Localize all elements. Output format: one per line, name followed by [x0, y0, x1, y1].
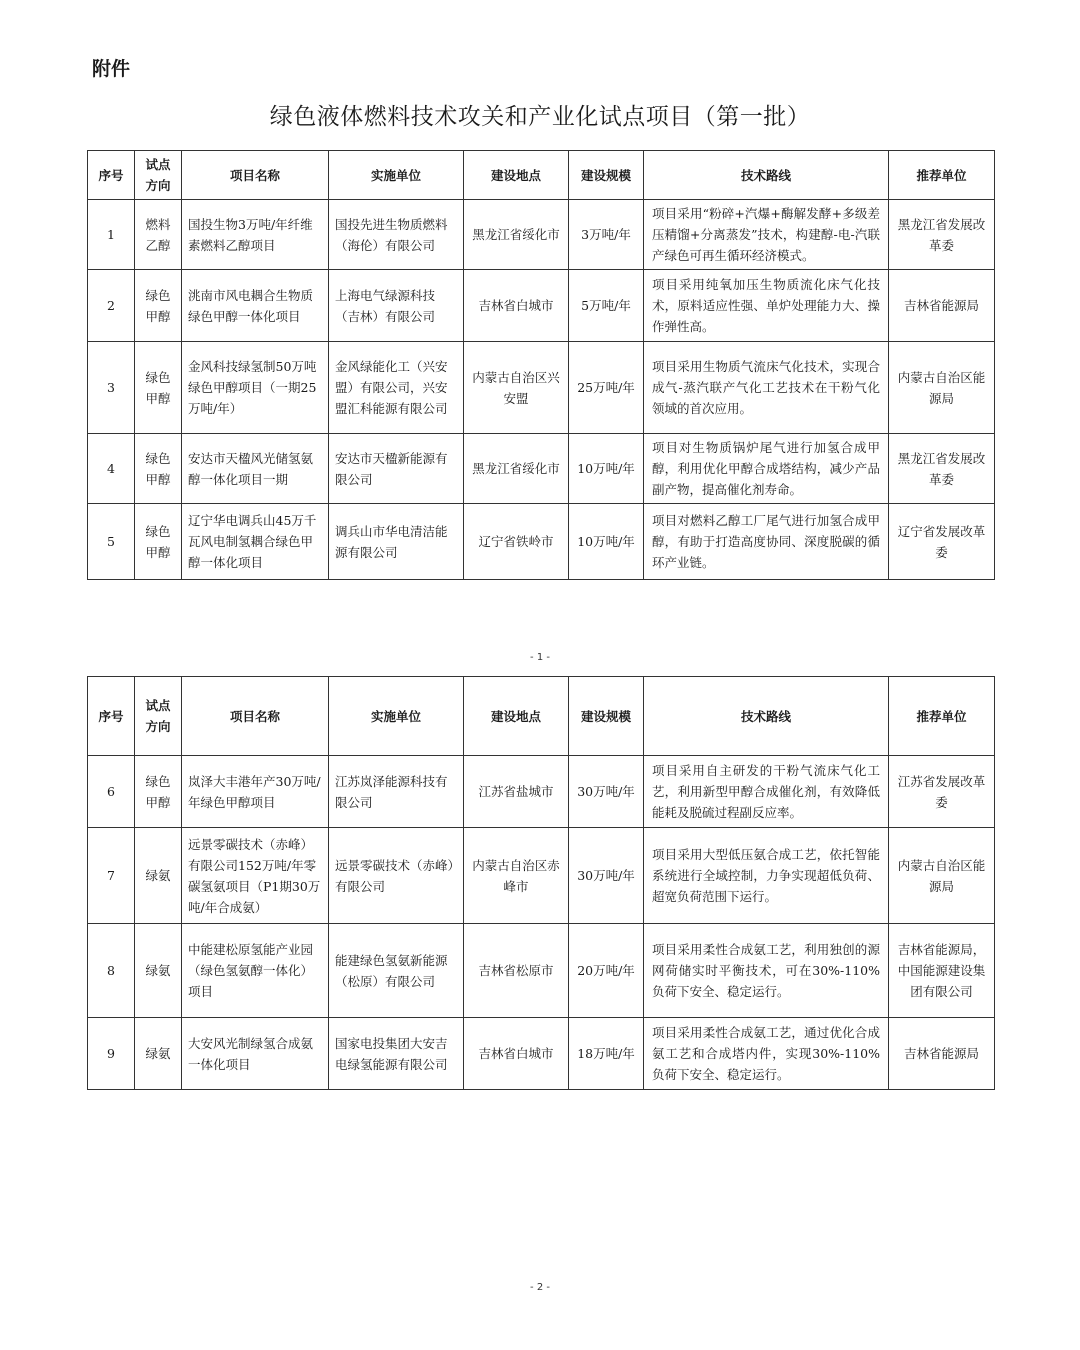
cell-no: 9 — [88, 1018, 135, 1090]
header-direction: 试点方向 — [135, 151, 182, 200]
cell-unit: 江苏岚泽能源科技有限公司 — [329, 756, 464, 828]
table-row — [88, 1018, 995, 1090]
projects-table-page-1 — [87, 150, 995, 580]
cell-name: 中能建松原氢能产业园（绿色氢氨醇一体化）项目 — [182, 924, 329, 1018]
cell-direction: 绿色甲醇 — [135, 434, 182, 504]
table-row — [88, 504, 995, 580]
cell-tech: 项目采用自主研发的干粉气流床气化工艺，利用新型甲醇合成催化剂，有效降低能耗及脱硫过程副反应率。 — [644, 756, 889, 828]
cell-direction: 绿色甲醇 — [135, 504, 182, 580]
cell-direction: 绿色甲醇 — [135, 342, 182, 434]
attachment-label: 附件 — [92, 58, 131, 80]
header-no: 序号 — [88, 151, 135, 200]
cell-direction: 燃料乙醇 — [135, 200, 182, 270]
table-row — [88, 270, 995, 342]
cell-scale: 25万吨/年 — [569, 342, 644, 434]
cell-location: 内蒙古自治区赤峰市 — [464, 828, 569, 924]
cell-scale: 18万吨/年 — [569, 1018, 644, 1090]
cell-location: 吉林省白城市 — [464, 1018, 569, 1090]
cell-unit: 金风绿能化工（兴安盟）有限公司，兴安盟汇科能源有限公司 — [329, 342, 464, 434]
cell-name: 金风科技绿氢制50万吨绿色甲醇项目（一期25万吨/年） — [182, 342, 329, 434]
cell-name: 国投生物3万吨/年纤维素燃料乙醇项目 — [182, 200, 329, 270]
page-number: - 2 - — [530, 1282, 550, 1293]
cell-scale: 10万吨/年 — [569, 504, 644, 580]
cell-direction: 绿色甲醇 — [135, 270, 182, 342]
header-location: 建设地点 — [464, 677, 569, 756]
cell-unit: 安达市天楹新能源有限公司 — [329, 434, 464, 504]
cell-scale: 20万吨/年 — [569, 924, 644, 1018]
cell-recommender: 黑龙江省发展改革委 — [889, 434, 995, 504]
cell-tech: 项目采用柔性合成氨工艺，通过优化合成氨工艺和合成塔内件，实现30%-110%负荷下安全、稳定运行。 — [644, 1018, 889, 1090]
cell-location: 辽宁省铁岭市 — [464, 504, 569, 580]
header-direction: 试点方向 — [135, 677, 182, 756]
header-unit: 实施单位 — [329, 151, 464, 200]
table-row — [88, 756, 995, 828]
cell-direction: 绿氨 — [135, 828, 182, 924]
cell-no: 3 — [88, 342, 135, 434]
cell-recommender: 吉林省能源局 — [889, 1018, 995, 1090]
header-name: 项目名称 — [182, 151, 329, 200]
cell-no: 2 — [88, 270, 135, 342]
cell-unit: 国家电投集团大安吉电绿氢能源有限公司 — [329, 1018, 464, 1090]
table-row — [88, 828, 995, 924]
cell-recommender: 内蒙古自治区能源局 — [889, 828, 995, 924]
cell-name: 辽宁华电调兵山45万千瓦风电制氢耦合绿色甲醇一体化项目 — [182, 504, 329, 580]
cell-tech: 项目采用柔性合成氨工艺，利用独创的源网荷储实时平衡技术，可在30%-110%负荷下安全、稳定运行。 — [644, 924, 889, 1018]
cell-direction: 绿氨 — [135, 1018, 182, 1090]
table-header-row — [88, 151, 995, 200]
header-name: 项目名称 — [182, 677, 329, 756]
cell-location: 内蒙古自治区兴安盟 — [464, 342, 569, 434]
cell-recommender: 辽宁省发展改革委 — [889, 504, 995, 580]
cell-no: 8 — [88, 924, 135, 1018]
header-recommender: 推荐单位 — [889, 677, 995, 756]
cell-recommender: 江苏省发展改革委 — [889, 756, 995, 828]
cell-direction: 绿色甲醇 — [135, 756, 182, 828]
cell-name: 洮南市风电耦合生物质绿色甲醇一体化项目 — [182, 270, 329, 342]
cell-name: 安达市天楹风光储氢氨醇一体化项目一期 — [182, 434, 329, 504]
table-row — [88, 342, 995, 434]
header-unit: 实施单位 — [329, 677, 464, 756]
cell-scale: 3万吨/年 — [569, 200, 644, 270]
cell-location: 吉林省白城市 — [464, 270, 569, 342]
cell-direction: 绿氨 — [135, 924, 182, 1018]
cell-tech: 项目采用“粉碎+汽爆+酶解发酵+多级差压精馏+分离蒸发”技术，构建醇-电-汽联产绿色可再生循环经济模式。 — [644, 200, 889, 270]
page-number: - 1 - — [530, 652, 550, 663]
cell-location: 吉林省松原市 — [464, 924, 569, 1018]
cell-tech: 项目采用纯氧加压生物质流化床气化技术，原料适应性强、单炉处理能力大、操作弹性高。 — [644, 270, 889, 342]
cell-no: 6 — [88, 756, 135, 828]
cell-scale: 30万吨/年 — [569, 756, 644, 828]
cell-recommender: 吉林省能源局，中国能源建设集团有限公司 — [889, 924, 995, 1018]
cell-unit: 上海电气绿源科技（吉林）有限公司 — [329, 270, 464, 342]
cell-recommender: 黑龙江省发展改革委 — [889, 200, 995, 270]
document-title: 绿色液体燃料技术攻关和产业化试点项目（第一批） — [269, 104, 811, 130]
cell-unit: 远景零碳技术（赤峰）有限公司 — [329, 828, 464, 924]
cell-name: 远景零碳技术（赤峰）有限公司152万吨/年零碳氢氨项目（P1期30万吨/年合成氨） — [182, 828, 329, 924]
cell-no: 4 — [88, 434, 135, 504]
cell-tech: 项目对生物质锅炉尾气进行加氢合成甲醇，利用优化甲醇合成塔结构，减少产品副产物，提高催化剂寿命。 — [644, 434, 889, 504]
cell-tech: 项目采用生物质气流床气化技术，实现合成气-蒸汽联产气化工艺技术在干粉气化领域的首次应用。 — [644, 342, 889, 434]
cell-name: 大安风光制绿氢合成氨一体化项目 — [182, 1018, 329, 1090]
header-tech: 技术路线 — [644, 151, 889, 200]
header-tech: 技术路线 — [644, 677, 889, 756]
cell-name: 岚泽大丰港年产30万吨/年绿色甲醇项目 — [182, 756, 329, 828]
header-location: 建设地点 — [464, 151, 569, 200]
cell-unit: 国投先进生物质燃料（海伦）有限公司 — [329, 200, 464, 270]
cell-scale: 30万吨/年 — [569, 828, 644, 924]
table-row — [88, 200, 995, 270]
cell-scale: 5万吨/年 — [569, 270, 644, 342]
cell-recommender: 吉林省能源局 — [889, 270, 995, 342]
cell-no: 7 — [88, 828, 135, 924]
header-scale: 建设规模 — [569, 151, 644, 200]
projects-table-page-2 — [87, 676, 995, 1090]
table-row — [88, 924, 995, 1018]
cell-location: 江苏省盐城市 — [464, 756, 569, 828]
table-header-row — [88, 677, 995, 756]
table-row — [88, 434, 995, 504]
header-no: 序号 — [88, 677, 135, 756]
cell-recommender: 内蒙古自治区能源局 — [889, 342, 995, 434]
cell-tech: 项目采用大型低压氨合成工艺，依托智能系统进行全域控制，力争实现超低负荷、超宽负荷范围下运行。 — [644, 828, 889, 924]
cell-location: 黑龙江省绥化市 — [464, 200, 569, 270]
cell-scale: 10万吨/年 — [569, 434, 644, 504]
cell-tech: 项目对燃料乙醇工厂尾气进行加氢合成甲醇，有助于打造高度协同、深度脱碳的循环产业链。 — [644, 504, 889, 580]
cell-no: 5 — [88, 504, 135, 580]
header-recommender: 推荐单位 — [889, 151, 995, 200]
cell-unit: 调兵山市华电清洁能源有限公司 — [329, 504, 464, 580]
header-scale: 建设规模 — [569, 677, 644, 756]
cell-no: 1 — [88, 200, 135, 270]
cell-unit: 能建绿色氢氨新能源（松原）有限公司 — [329, 924, 464, 1018]
cell-location: 黑龙江省绥化市 — [464, 434, 569, 504]
